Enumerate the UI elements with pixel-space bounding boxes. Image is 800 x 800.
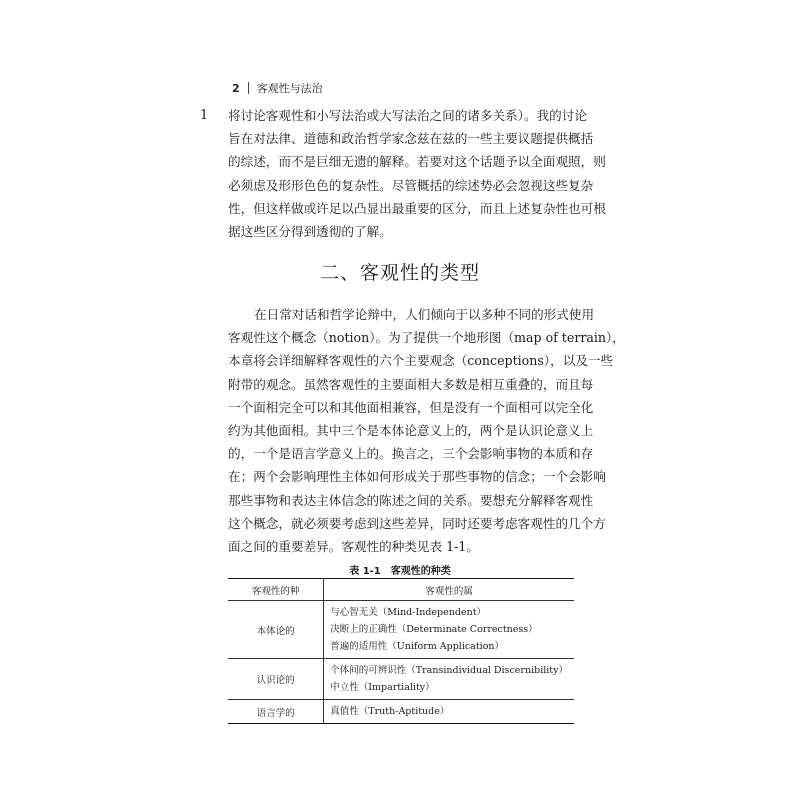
text-line: 约为其他面相。其中三个是本体论意义上的，两个是认识论意义上 — [228, 423, 594, 439]
text-line: 据这些区分得到透彻的了解。 — [228, 224, 392, 240]
text-line: 本章将会详细解释客观性的六个主要观念（conceptions），以及一些 — [228, 353, 614, 369]
row-genus-cell — [324, 700, 574, 724]
paragraph-2 — [228, 303, 625, 558]
section-heading: 二、客观性的类型 — [319, 262, 480, 284]
text-line: 必须虑及形形色色的复杂性。尽管概括的综述势必会忽视这些复杂 — [228, 177, 594, 193]
objectivity-types-table — [228, 578, 574, 724]
row-genus-cell — [324, 601, 574, 659]
header-divider — [248, 82, 249, 94]
book-title: 客观性与法治 — [256, 82, 323, 95]
table-row — [228, 601, 574, 659]
row-kind-ontological: 本体论的 — [228, 601, 324, 659]
column-header-kind: 客观性的种 — [228, 579, 324, 601]
table-row — [228, 659, 574, 700]
row-kind-epistemological: 认识论的 — [228, 659, 324, 700]
genus-item: 普遍的适用性（Uniform Application） — [330, 641, 505, 652]
text-line: 在日常对话和哲学论辩中，人们倾向于以多种不同的形式使用 — [254, 307, 595, 322]
text-line: 客观性这个概念（notion）。为了提供一个地形图（map of terrain）， — [228, 330, 625, 346]
text-line: 那些事物和表达主体信念的陈述之间的关系。要想充分解释客观性 — [228, 492, 594, 508]
text-line: 一个面相完全可以和其他面相兼容，但是没有一个面相可以完全化 — [228, 399, 594, 415]
running-header — [232, 80, 323, 96]
page-number: 2 — [232, 81, 240, 95]
text-line: 这个概念，就必须要考虑到这些差异，同时还要考虑客观性的几个方 — [228, 515, 606, 531]
genus-item: 与心智无关（Mind-Independent） — [330, 607, 487, 618]
text-line: 旨在对法律、道德和政治哲学家念兹在兹的一些主要议题提供概括 — [228, 131, 594, 147]
text-line: 附带的观念。虽然客观性的主要面相大多数是相互重叠的，而且每 — [228, 376, 594, 392]
table-caption: 表 1-1 客观性的种类 — [349, 566, 451, 577]
genus-item: 个体间的可辨识性（Transindividual Discernibility） — [330, 665, 568, 676]
text-line: 在；两个会影响理性主体如何形成关于那些事物的信念；一个会影响 — [228, 469, 606, 485]
text-line: 将讨论客观性和小写法治或大写法治之间的诸多关系）。我的讨论 — [228, 108, 587, 123]
row-genus-cell — [324, 659, 574, 700]
text-line: 的综述，而不是巨细无遗的解释。若要对这个话题予以全面观照，则 — [228, 154, 606, 170]
row-kind-linguistic: 语言学的 — [228, 700, 324, 724]
genus-item: 决断上的正确性（Determinate Correctness） — [330, 624, 538, 635]
text-line: 面之间的重要差异。客观性的种类见表 1-1。 — [228, 539, 479, 555]
table-row — [228, 700, 574, 724]
text-line: 的，一个是语言学意义上的。换言之，三个会影响事物的本质和存 — [228, 446, 594, 462]
table-header-row — [228, 579, 574, 601]
margin-page-marker: 1 — [200, 108, 209, 123]
paragraph-1 — [228, 104, 606, 243]
genus-item: 中立性（Impartiality） — [330, 682, 435, 693]
genus-item: 真值性（Truth-Aptitude） — [330, 706, 450, 717]
text-line: 性，但这样做或许足以凸显出最重要的区分，而且上述复杂性也可根 — [228, 200, 606, 216]
column-header-genus: 客观性的属 — [324, 579, 574, 601]
